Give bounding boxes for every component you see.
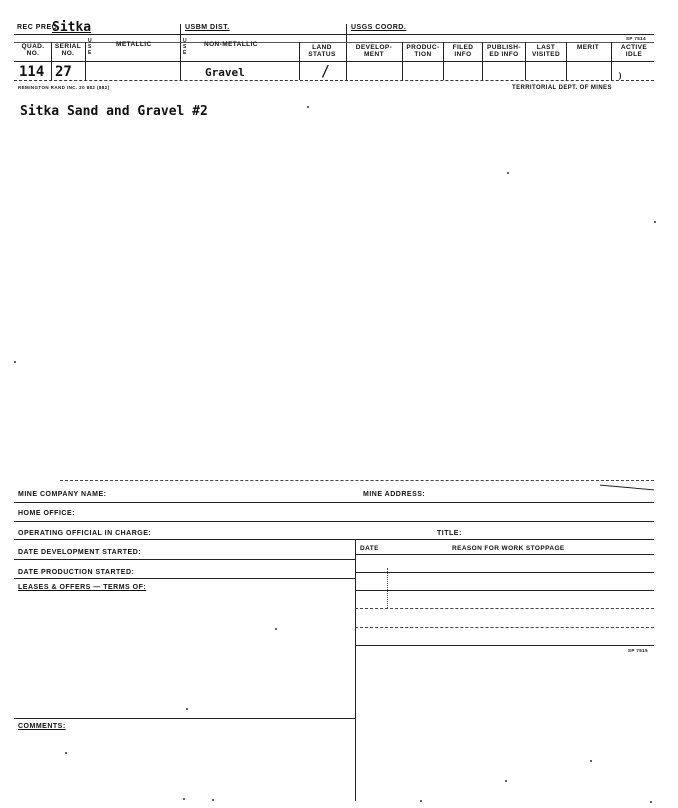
land-status-label: LAND STATUS [308, 44, 336, 58]
divider [443, 42, 444, 80]
active-idle-mark: ⌣ [611, 71, 628, 81]
development-label: DEVELOP- MENT [355, 44, 393, 58]
divider [14, 559, 355, 560]
scan-speck [650, 801, 652, 803]
mine-address-label: MINE ADDRESS: [363, 491, 426, 498]
leases-offers-label: LEASES & OFFERS — TERMS OF: [18, 584, 147, 591]
usbm-dist-label: USBM DIST. [185, 24, 230, 31]
home-office-label: HOME OFFICE: [18, 510, 75, 517]
operating-official-label: OPERATING OFFICIAL IN CHARGE: [18, 530, 152, 537]
divider [387, 568, 388, 608]
published-info-label: PUBLISH- ED INFO [487, 44, 521, 58]
scan-speck [186, 708, 188, 710]
merit-label: MERIT [576, 44, 600, 51]
divider [14, 80, 654, 81]
divider [14, 521, 654, 522]
divider [355, 539, 356, 801]
last-visited-label: LAST VISITED [531, 44, 561, 58]
scan-speck [183, 798, 185, 800]
rec-prec-label: REC PREC. [17, 24, 60, 31]
divider [600, 485, 654, 491]
quad-no-value: 114 [19, 64, 45, 80]
divider [525, 42, 526, 80]
divider [14, 502, 654, 503]
rec-prec-value: Sitka [52, 20, 92, 35]
divider [482, 42, 483, 80]
scan-speck [507, 172, 509, 174]
divider [355, 590, 654, 591]
serial-no-label: SERIAL NO. [54, 43, 82, 57]
divider [14, 578, 355, 579]
metallic-label: METALLIC [116, 41, 152, 48]
scan-speck [505, 780, 507, 782]
non-metallic-label: NON-METALLIC [204, 41, 258, 48]
form-number-bottom: SP 7515 [628, 648, 648, 653]
filed-info-label: FILED INFO [452, 44, 474, 58]
date-production-label: DATE PRODUCTION STARTED: [18, 569, 135, 576]
usgs-coord-label: USGS COORD. [351, 24, 407, 31]
scan-speck [307, 106, 309, 108]
divider [299, 42, 300, 80]
header-top-rule [14, 34, 654, 35]
divider [355, 554, 654, 555]
non-metallic-value: Gravel [205, 66, 245, 79]
divider [14, 539, 654, 540]
use-label: U S E [183, 38, 188, 56]
divider [14, 42, 654, 43]
printer-note: REMINGTON RAND INC. 20 882 (882) [18, 85, 110, 90]
scan-speck [14, 361, 16, 363]
divider [355, 627, 654, 628]
quad-no-label: QUAD. NO. [21, 43, 45, 57]
scan-speck [275, 628, 277, 630]
scan-speck [590, 760, 592, 762]
active-idle-label: ACTIVE IDLE [620, 44, 648, 58]
scan-speck [212, 799, 214, 801]
divider [14, 61, 654, 62]
divider [180, 24, 181, 80]
land-status-mark: / [321, 62, 331, 80]
divider [355, 645, 654, 646]
use-label: U S E [88, 38, 93, 56]
date-label: DATE [360, 545, 379, 552]
serial-no-value: 27 [55, 64, 72, 80]
divider [402, 42, 403, 80]
divider [566, 42, 567, 80]
divider [51, 42, 52, 80]
production-label: PRODUC- TION [406, 44, 440, 58]
comments-label: COMMENTS: [18, 723, 66, 730]
divider [355, 572, 654, 573]
divider [355, 608, 654, 609]
form-number-top: SP 7514 [626, 36, 646, 41]
date-development-label: DATE DEVELOPMENT STARTED: [18, 549, 142, 556]
reason-for-work-stoppage-label: REASON FOR WORK STOPPAGE [452, 545, 565, 552]
title-label: TITLE: [437, 530, 462, 537]
divider [14, 718, 355, 719]
scan-speck [420, 800, 422, 802]
mine-company-name-label: MINE COMPANY NAME: [18, 491, 107, 498]
scan-speck [654, 221, 656, 223]
record-title: Sitka Sand and Gravel #2 [20, 104, 208, 119]
scan-speck [65, 752, 67, 754]
divider [346, 24, 347, 80]
department-label: TERRITORIAL DEPT. OF MINES [512, 85, 612, 91]
divider [85, 42, 86, 80]
divider [60, 480, 654, 481]
